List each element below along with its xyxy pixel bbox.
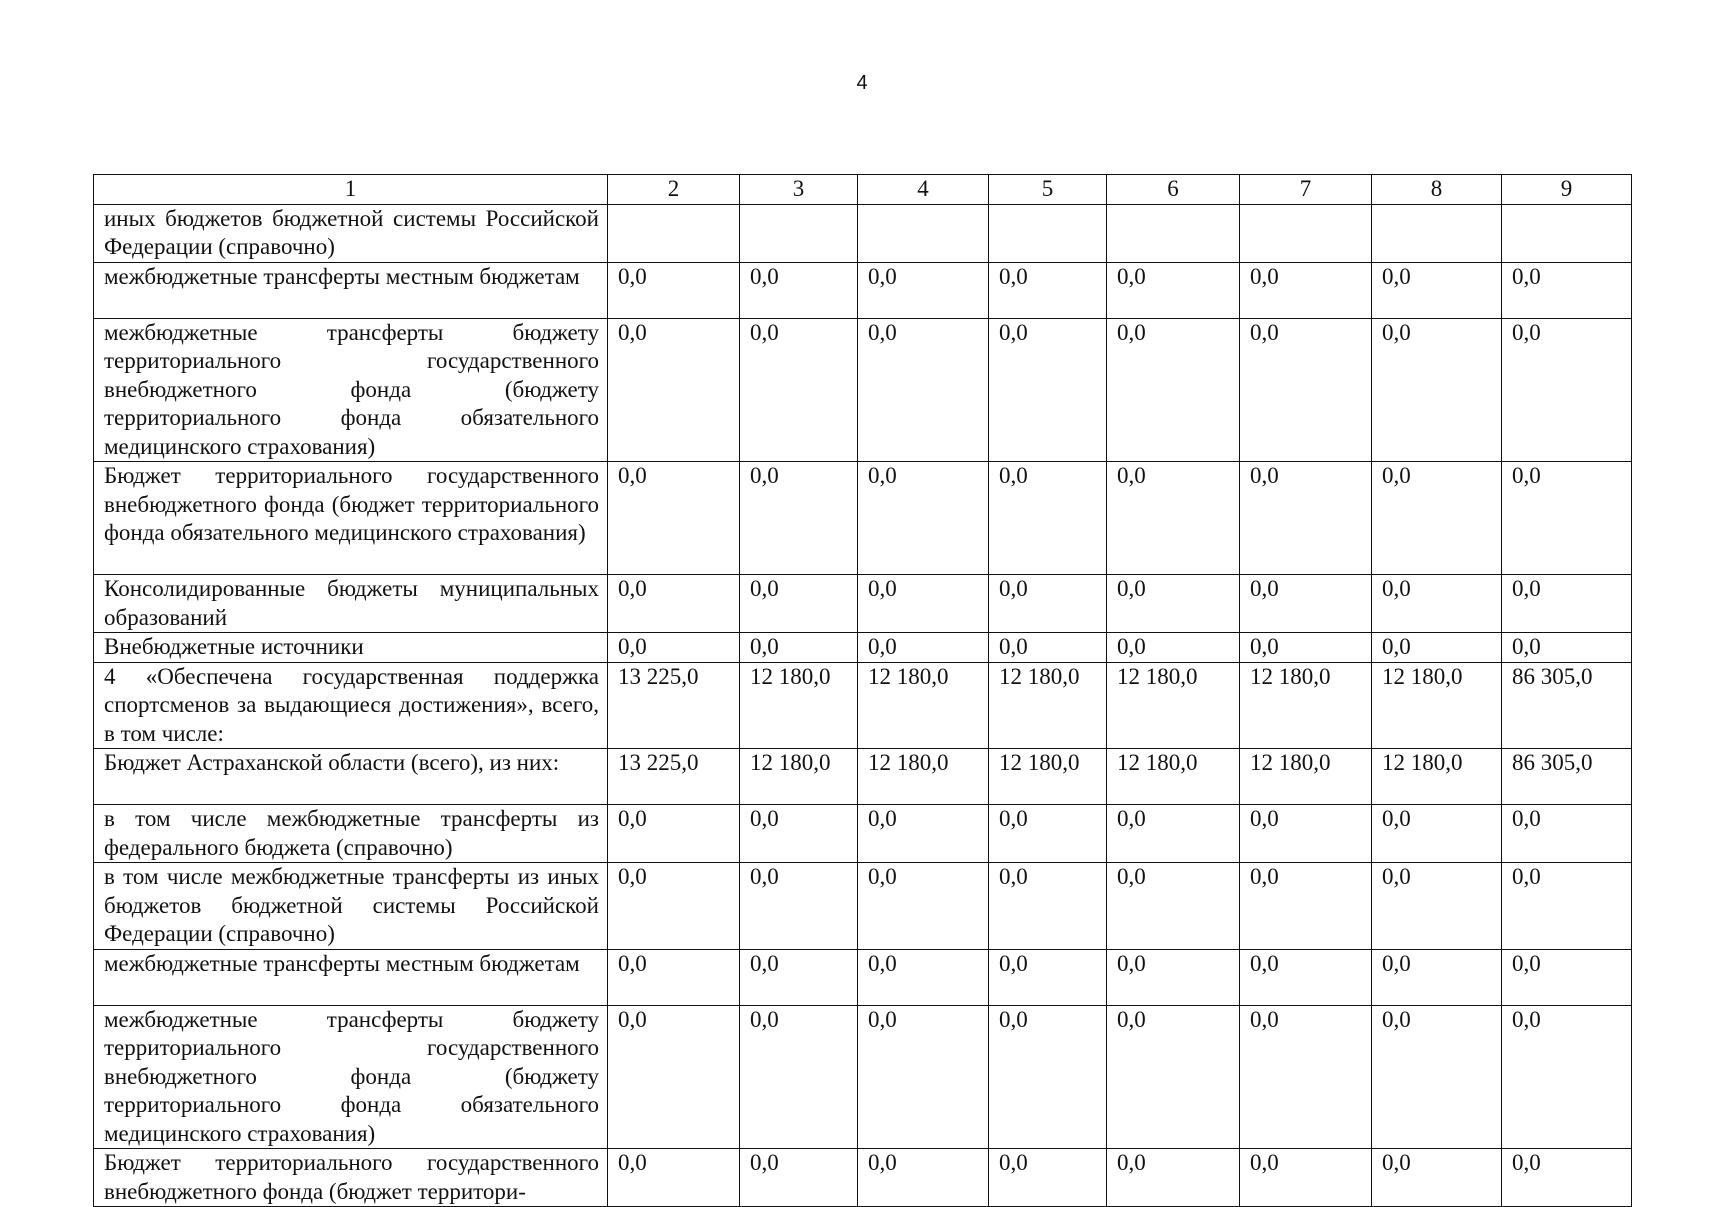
table-row <box>94 863 1632 950</box>
table-cell-col-9: 0,0 <box>1502 1005 1632 1149</box>
table-cell-col-6: 12 180,0 <box>1107 662 1240 749</box>
table-cell-col-5: 0,0 <box>989 262 1107 318</box>
table-cell-col-9: 0,0 <box>1502 633 1632 663</box>
table-cell-col-6: 0,0 <box>1107 575 1240 633</box>
table-cell-col-7 <box>1240 204 1372 262</box>
table-row <box>94 805 1632 863</box>
table-row <box>94 749 1632 805</box>
table-cell-col-4: 0,0 <box>858 1149 989 1207</box>
table-row <box>94 949 1632 1005</box>
table-cell-col-9: 86 305,0 <box>1502 749 1632 805</box>
table-cell-col-4: 0,0 <box>858 633 989 663</box>
table-cell-col-6: 0,0 <box>1107 462 1240 575</box>
table-cell-col-8 <box>1372 204 1502 262</box>
table-cell-col-9: 0,0 <box>1502 262 1632 318</box>
table-cell-col-3: 0,0 <box>740 1149 858 1207</box>
table-cell-col-2: 0,0 <box>608 318 740 462</box>
table-cell-col-3 <box>740 204 858 262</box>
table-cell-col-5: 0,0 <box>989 318 1107 462</box>
table-cell-col-5: 0,0 <box>989 805 1107 863</box>
column-header: 5 <box>989 175 1107 205</box>
table-cell-col-9: 0,0 <box>1502 318 1632 462</box>
table-cell-col-2: 0,0 <box>608 1005 740 1149</box>
column-header: 8 <box>1372 175 1502 205</box>
table-cell-col-3: 0,0 <box>740 863 858 950</box>
row-label: межбюджетные трансферты местным бюджетам <box>94 262 608 318</box>
table-cell-col-2: 0,0 <box>608 575 740 633</box>
row-label: в том числе межбюджетные трансферты из федерального бюджета (справочно) <box>94 805 608 863</box>
column-header: 3 <box>740 175 858 205</box>
table-cell-col-8: 12 180,0 <box>1372 662 1502 749</box>
table-cell-col-3: 0,0 <box>740 262 858 318</box>
table-cell-col-9: 0,0 <box>1502 575 1632 633</box>
row-label: межбюджетные трансферты бюджету территориального государственного внебюджетного фонда (бюджету территориального фонда обязательного медицинского страхования) <box>94 318 608 462</box>
table-cell-col-7: 12 180,0 <box>1240 749 1372 805</box>
table-cell-col-9: 0,0 <box>1502 949 1632 1005</box>
table-cell-col-6: 0,0 <box>1107 949 1240 1005</box>
table-cell-col-8: 0,0 <box>1372 949 1502 1005</box>
row-label: в том числе межбюджетные трансферты из иных бюджетов бюджетной системы Российской Федерации (справочно) <box>94 863 608 950</box>
column-header: 2 <box>608 175 740 205</box>
table-row <box>94 1005 1632 1149</box>
table-row <box>94 662 1632 749</box>
table-row <box>94 262 1632 318</box>
table-cell-col-9: 0,0 <box>1502 805 1632 863</box>
table-cell-col-6: 0,0 <box>1107 633 1240 663</box>
table-cell-col-7: 0,0 <box>1240 575 1372 633</box>
column-header: 7 <box>1240 175 1372 205</box>
table-cell-col-5: 0,0 <box>989 949 1107 1005</box>
table-row <box>94 633 1632 663</box>
table-cell-col-2: 0,0 <box>608 863 740 950</box>
page-number: 4 <box>856 72 868 94</box>
table-cell-col-6 <box>1107 204 1240 262</box>
table-cell-col-5: 0,0 <box>989 863 1107 950</box>
table-cell-col-2 <box>608 204 740 262</box>
row-label: Бюджет территориального государственного внебюджетного фонда (бюджет территори- <box>94 1149 608 1207</box>
table-cell-col-8: 0,0 <box>1372 633 1502 663</box>
table-cell-col-8: 0,0 <box>1372 863 1502 950</box>
table-cell-col-5 <box>989 204 1107 262</box>
header-row <box>94 175 1632 205</box>
column-header: 1 <box>94 175 608 205</box>
table-cell-col-9 <box>1502 204 1632 262</box>
table-cell-col-6: 0,0 <box>1107 1005 1240 1149</box>
table-cell-col-2: 13 225,0 <box>608 662 740 749</box>
table-cell-col-2: 0,0 <box>608 262 740 318</box>
table-cell-col-4: 0,0 <box>858 462 989 575</box>
column-header: 4 <box>858 175 989 205</box>
table-cell-col-7: 0,0 <box>1240 805 1372 863</box>
table-cell-col-7: 0,0 <box>1240 863 1372 950</box>
row-label: межбюджетные трансферты местным бюджетам <box>94 949 608 1005</box>
table-cell-col-2: 0,0 <box>608 1149 740 1207</box>
table-cell-col-8: 0,0 <box>1372 805 1502 863</box>
row-label: иных бюджетов бюджетной системы Российской Федерации (справочно) <box>94 204 608 262</box>
table-cell-col-8: 0,0 <box>1372 575 1502 633</box>
table-row <box>94 462 1632 575</box>
table-cell-col-2: 13 225,0 <box>608 749 740 805</box>
table-cell-col-5: 0,0 <box>989 575 1107 633</box>
table-cell-col-8: 0,0 <box>1372 1005 1502 1149</box>
table-row <box>94 575 1632 633</box>
table-cell-col-7: 0,0 <box>1240 262 1372 318</box>
table-cell-col-4: 12 180,0 <box>858 662 989 749</box>
table-cell-col-8: 0,0 <box>1372 262 1502 318</box>
table-cell-col-6: 0,0 <box>1107 863 1240 950</box>
table-cell-col-6: 0,0 <box>1107 318 1240 462</box>
table-cell-col-7: 12 180,0 <box>1240 662 1372 749</box>
table-cell-col-2: 0,0 <box>608 462 740 575</box>
table-cell-col-3: 0,0 <box>740 949 858 1005</box>
table-cell-col-6: 0,0 <box>1107 805 1240 863</box>
table-cell-col-3: 12 180,0 <box>740 662 858 749</box>
table-cell-col-7: 0,0 <box>1240 318 1372 462</box>
table-cell-col-5: 12 180,0 <box>989 749 1107 805</box>
row-label: Внебюджетные источники <box>94 633 608 663</box>
budget-table <box>93 174 1632 1207</box>
row-label: Бюджет Астраханской области (всего), из них: <box>94 749 608 805</box>
table-row <box>94 204 1632 262</box>
table-cell-col-4: 12 180,0 <box>858 749 989 805</box>
column-header: 6 <box>1107 175 1240 205</box>
table-cell-col-4: 0,0 <box>858 1005 989 1149</box>
table-cell-col-7: 0,0 <box>1240 462 1372 575</box>
table-cell-col-8: 0,0 <box>1372 462 1502 575</box>
table-cell-col-9: 0,0 <box>1502 1149 1632 1207</box>
table-cell-col-7: 0,0 <box>1240 1005 1372 1149</box>
row-label: Бюджет территориального государственного внебюджетного фонда (бюджет территориального фонда обязательного медицинского страхования) <box>94 462 608 575</box>
table-cell-col-3: 0,0 <box>740 1005 858 1149</box>
table-row <box>94 318 1632 462</box>
table-cell-col-7: 0,0 <box>1240 1149 1372 1207</box>
row-label: 4 «Обеспечена государственная поддержка спортсменов за выдающиеся достижения», всего, в том числе: <box>94 662 608 749</box>
table-cell-col-3: 0,0 <box>740 575 858 633</box>
table-cell-col-6: 12 180,0 <box>1107 749 1240 805</box>
table-cell-col-8: 0,0 <box>1372 318 1502 462</box>
table-cell-col-3: 0,0 <box>740 633 858 663</box>
table-cell-col-5: 0,0 <box>989 1149 1107 1207</box>
table-cell-col-4: 0,0 <box>858 805 989 863</box>
column-header: 9 <box>1502 175 1632 205</box>
table-cell-col-7: 0,0 <box>1240 633 1372 663</box>
table-cell-col-3: 0,0 <box>740 462 858 575</box>
table-cell-col-6: 0,0 <box>1107 262 1240 318</box>
table-cell-col-4: 0,0 <box>858 318 989 462</box>
table-cell-col-4: 0,0 <box>858 575 989 633</box>
table-row <box>94 1149 1632 1207</box>
table-cell-col-2: 0,0 <box>608 949 740 1005</box>
table-cell-col-4: 0,0 <box>858 262 989 318</box>
table-cell-col-3: 0,0 <box>740 805 858 863</box>
table-cell-col-5: 0,0 <box>989 1005 1107 1149</box>
table-cell-col-5: 12 180,0 <box>989 662 1107 749</box>
table-cell-col-4: 0,0 <box>858 863 989 950</box>
table-cell-col-8: 0,0 <box>1372 1149 1502 1207</box>
row-label: межбюджетные трансферты бюджету территориального государственного внебюджетного фонда (бюджету территориального фонда обязательного медицинского страхования) <box>94 1005 608 1149</box>
table-cell-col-9: 0,0 <box>1502 462 1632 575</box>
table-cell-col-8: 12 180,0 <box>1372 749 1502 805</box>
table-cell-col-2: 0,0 <box>608 805 740 863</box>
table-cell-col-5: 0,0 <box>989 462 1107 575</box>
table-cell-col-2: 0,0 <box>608 633 740 663</box>
row-label: Консолидированные бюджеты муниципальных образований <box>94 575 608 633</box>
table-cell-col-6: 0,0 <box>1107 1149 1240 1207</box>
table-cell-col-3: 12 180,0 <box>740 749 858 805</box>
table-cell-col-9: 86 305,0 <box>1502 662 1632 749</box>
table-cell-col-4: 0,0 <box>858 949 989 1005</box>
table-cell-col-5: 0,0 <box>989 633 1107 663</box>
table-cell-col-7: 0,0 <box>1240 949 1372 1005</box>
table-cell-col-9: 0,0 <box>1502 863 1632 950</box>
table-cell-col-4 <box>858 204 989 262</box>
table-cell-col-3: 0,0 <box>740 318 858 462</box>
